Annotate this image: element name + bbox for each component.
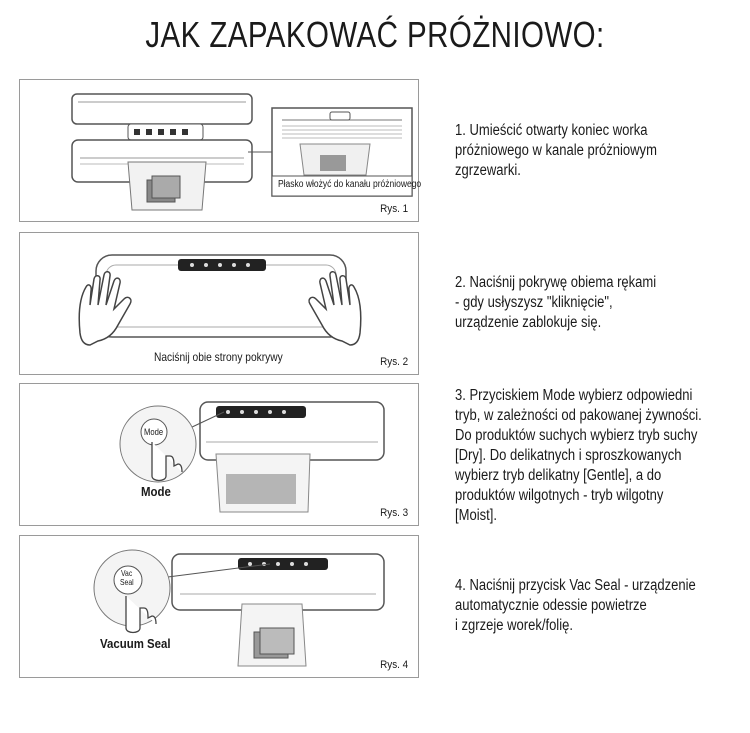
vac-seal-button-text-2: Seal — [120, 578, 134, 587]
step-3-line: Do produktów suchych wybierz tryb suchy — [455, 427, 698, 444]
mode-button-illustration — [20, 384, 420, 527]
step-2-line: - gdy usłyszysz "kliknięcie", — [455, 294, 613, 311]
step-3-line: [Dry]. Do delikatnych i sproszkowanych — [455, 447, 682, 464]
vacuum-seal-button-illustration — [20, 536, 420, 679]
figure-2-caption: Naciśnij obie strony pokrywy — [154, 350, 283, 364]
page-title: JAK ZAPAKOWAĆ PRÓŻNIOWO: — [145, 14, 605, 55]
step-1-line: 1. Umieścić otwarty koniec worka — [455, 122, 648, 139]
step-2-text — [455, 273, 707, 333]
step-3-text — [455, 386, 707, 526]
step-2-line: urządzenie zablokuje się. — [455, 314, 602, 331]
mode-button-text: Mode — [144, 427, 164, 437]
vacuum-seal-button-label: Vacuum Seal — [100, 636, 171, 651]
step-1-text — [455, 121, 707, 181]
figure-panel-2 — [19, 232, 419, 375]
step-4-text — [455, 576, 707, 636]
figure-4-label: Rys. 4 — [379, 659, 408, 671]
figure-panel-4 — [19, 535, 419, 678]
step-4-line: i zgrzeje worek/folię. — [455, 617, 573, 634]
step-1-line: próżniowego w kanale próżniowym — [455, 142, 657, 159]
step-4-line: automatycznie odessie powietrze — [455, 597, 647, 614]
vac-seal-button-text-1: Vac — [121, 569, 133, 578]
figure-2-label: Rys. 2 — [379, 356, 408, 368]
step-3-line: tryb, w zależności od pakowanej żywności. — [455, 407, 702, 424]
figure-panel-1 — [19, 79, 422, 222]
step-3-line: produktów wilgotnych - tryb wilgotny — [455, 487, 664, 504]
vacuum-sealer-open-illustration — [20, 80, 420, 223]
figure-1-label: Rys. 1 — [379, 203, 408, 215]
step-2-line: 2. Naciśnij pokrywę obiema rękami — [455, 274, 657, 291]
figure-panel-3 — [19, 383, 419, 526]
step-4-line: 4. Naciśnij przycisk Vac Seal - urządzenie — [455, 577, 696, 594]
step-3-line: wybierz tryb delikatny [Gentle], a do — [455, 467, 662, 484]
step-3-line: 3. Przyciskiem Mode wybierz odpowiedni — [455, 387, 693, 404]
mode-button-label: Mode — [141, 484, 171, 499]
step-3-line: [Moist]. — [455, 507, 497, 524]
figure-1-caption: Płasko włożyć do kanału próżniowego — [278, 179, 422, 190]
figure-3-label: Rys. 3 — [379, 507, 408, 519]
step-1-line: zgrzewarki. — [455, 162, 521, 179]
